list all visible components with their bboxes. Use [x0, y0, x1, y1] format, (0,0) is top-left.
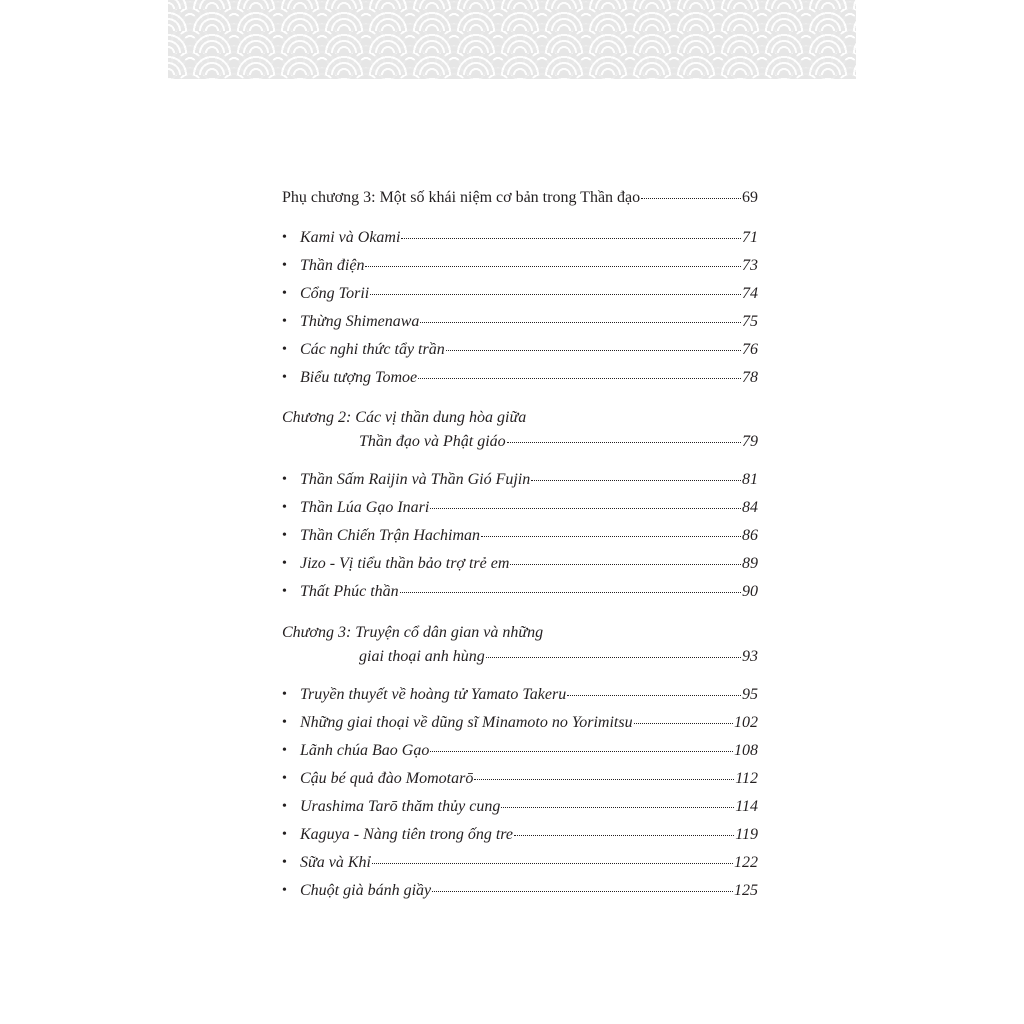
- bullet: •: [282, 799, 287, 814]
- chapter-3-title-line1: Chương 3: Truyện cổ dân gian và những: [282, 624, 544, 641]
- bullet: •: [282, 314, 287, 329]
- toc-item: [282, 713, 758, 733]
- toc-item-title: Thần điện: [300, 257, 365, 274]
- bullet: •: [282, 500, 287, 515]
- toc-item: [282, 228, 758, 248]
- toc-item: [282, 470, 758, 490]
- toc-item-title: Truyền thuyết về hoàng tử Yamato Takeru: [300, 686, 567, 703]
- toc-item: [282, 526, 758, 546]
- dot-leader: [474, 778, 734, 780]
- dot-leader: [501, 806, 734, 808]
- dot-leader: [400, 591, 741, 593]
- toc-item: [282, 881, 758, 901]
- toc-item: [282, 554, 758, 574]
- toc-item-title: Thừng Shimenawa: [300, 313, 420, 330]
- toc-item-page: 75: [742, 313, 758, 330]
- toc-item-title: Sữa và Khỉ: [300, 854, 371, 871]
- toc-item-title: Biểu tượng Tomoe: [300, 369, 418, 386]
- bullet: •: [282, 827, 287, 842]
- toc-item-page: 114: [735, 798, 758, 815]
- toc-item: [282, 769, 758, 789]
- bullet: •: [282, 528, 287, 543]
- dot-leader: [510, 563, 741, 565]
- toc-item-title: Cổng Torii: [300, 285, 370, 302]
- toc-item-title: Thần Sấm Raijin và Thần Gió Fujin: [300, 471, 531, 488]
- toc-item: [282, 582, 758, 602]
- dot-leader: [514, 834, 734, 836]
- toc-item-page: 112: [735, 770, 758, 787]
- toc-item-page: 78: [742, 369, 758, 386]
- toc-item-page: 119: [735, 826, 758, 843]
- toc-item-title: Cậu bé quả đào Momotarō: [300, 770, 474, 787]
- toc-entry-page: 69: [742, 189, 758, 206]
- dot-leader: [641, 197, 741, 199]
- toc-item-title: Kami và Okami: [300, 229, 401, 246]
- toc-entry-appendix-3: [282, 188, 758, 208]
- toc-item-title: Chuột già bánh giầy: [300, 882, 432, 899]
- toc-item-page: 86: [742, 527, 758, 544]
- toc-item: [282, 498, 758, 518]
- toc-item-page: 122: [734, 854, 758, 871]
- toc-item-page: 95: [742, 686, 758, 703]
- toc-entry-page: 79: [742, 433, 758, 450]
- toc-item-title: Thất Phúc thần: [300, 583, 399, 600]
- toc-entry-chapter-2: [359, 432, 758, 452]
- toc-item: [282, 340, 758, 360]
- toc-item-title: Urashima Tarō thăm thủy cung: [300, 798, 501, 815]
- dot-leader: [531, 479, 741, 481]
- dot-leader: [634, 722, 733, 724]
- toc-entry-title: Phụ chương 3: Một số khái niệm cơ bản trong Thần đạo: [282, 189, 641, 206]
- toc-item-title: Những giai thoại về dũng sĩ Minamoto no Yorimitsu: [300, 714, 633, 731]
- dot-leader: [370, 293, 741, 295]
- toc-entry-chapter-3: [359, 647, 758, 667]
- toc-item-page: 84: [742, 499, 758, 516]
- toc-item-page: 73: [742, 257, 758, 274]
- bullet: •: [282, 342, 287, 357]
- chapter-3-title-line2: giai thoại anh hùng: [359, 648, 485, 665]
- dot-leader: [430, 507, 741, 509]
- toc-item: [282, 797, 758, 817]
- dot-leader: [507, 441, 741, 443]
- dot-leader: [432, 890, 733, 892]
- dot-leader: [446, 349, 741, 351]
- dot-leader: [420, 321, 741, 323]
- dot-leader: [401, 237, 741, 239]
- dot-leader: [418, 377, 741, 379]
- bullet: •: [282, 556, 287, 571]
- bullet: •: [282, 370, 287, 385]
- toc-item-title: Các nghi thức tẩy trần: [300, 341, 445, 358]
- toc-item-title: Lãnh chúa Bao Gạo: [300, 742, 430, 759]
- toc-item: [282, 368, 758, 388]
- bullet: •: [282, 286, 287, 301]
- dot-leader: [481, 535, 741, 537]
- toc-item-title: Thần Chiến Trận Hachiman: [300, 527, 481, 544]
- toc-item-page: 76: [742, 341, 758, 358]
- bullet: •: [282, 472, 287, 487]
- bullet: •: [282, 743, 287, 758]
- toc-item-page: 125: [734, 882, 758, 899]
- bullet: •: [282, 258, 287, 273]
- bullet: •: [282, 771, 287, 786]
- decorative-wave-pattern: [168, 0, 856, 79]
- chapter-2-title-line2: Thần đạo và Phật giáo: [359, 433, 506, 450]
- toc-item-page: 102: [734, 714, 758, 731]
- toc-item: [282, 741, 758, 761]
- toc-item: [282, 284, 758, 304]
- dot-leader: [365, 265, 741, 267]
- toc-item-page: 81: [742, 471, 758, 488]
- dot-leader: [486, 656, 741, 658]
- bullet: •: [282, 715, 287, 730]
- toc-item-page: 71: [742, 229, 758, 246]
- toc-item: [282, 853, 758, 873]
- toc-item-title: Kaguya - Nàng tiên trong ống tre: [300, 826, 514, 843]
- bullet: •: [282, 584, 287, 599]
- toc-item: [282, 825, 758, 845]
- toc-item-title: Jizo - Vị tiểu thần bảo trợ trẻ em: [300, 555, 510, 572]
- toc-entry-page: 93: [742, 648, 758, 665]
- toc-item-page: 90: [742, 583, 758, 600]
- toc-item: [282, 685, 758, 705]
- toc-item-page: 74: [742, 285, 758, 302]
- bullet: •: [282, 230, 287, 245]
- bullet: •: [282, 883, 287, 898]
- toc-item-page: 108: [734, 742, 758, 759]
- dot-leader: [430, 750, 733, 752]
- toc-item: [282, 312, 758, 332]
- dot-leader: [567, 694, 741, 696]
- bullet: •: [282, 687, 287, 702]
- bullet: •: [282, 855, 287, 870]
- toc-item-title: Thần Lúa Gạo Inari: [300, 499, 430, 516]
- dot-leader: [372, 862, 733, 864]
- toc-item: [282, 256, 758, 276]
- toc-item-page: 89: [742, 555, 758, 572]
- chapter-2-title-line1: Chương 2: Các vị thần dung hòa giữa: [282, 409, 527, 426]
